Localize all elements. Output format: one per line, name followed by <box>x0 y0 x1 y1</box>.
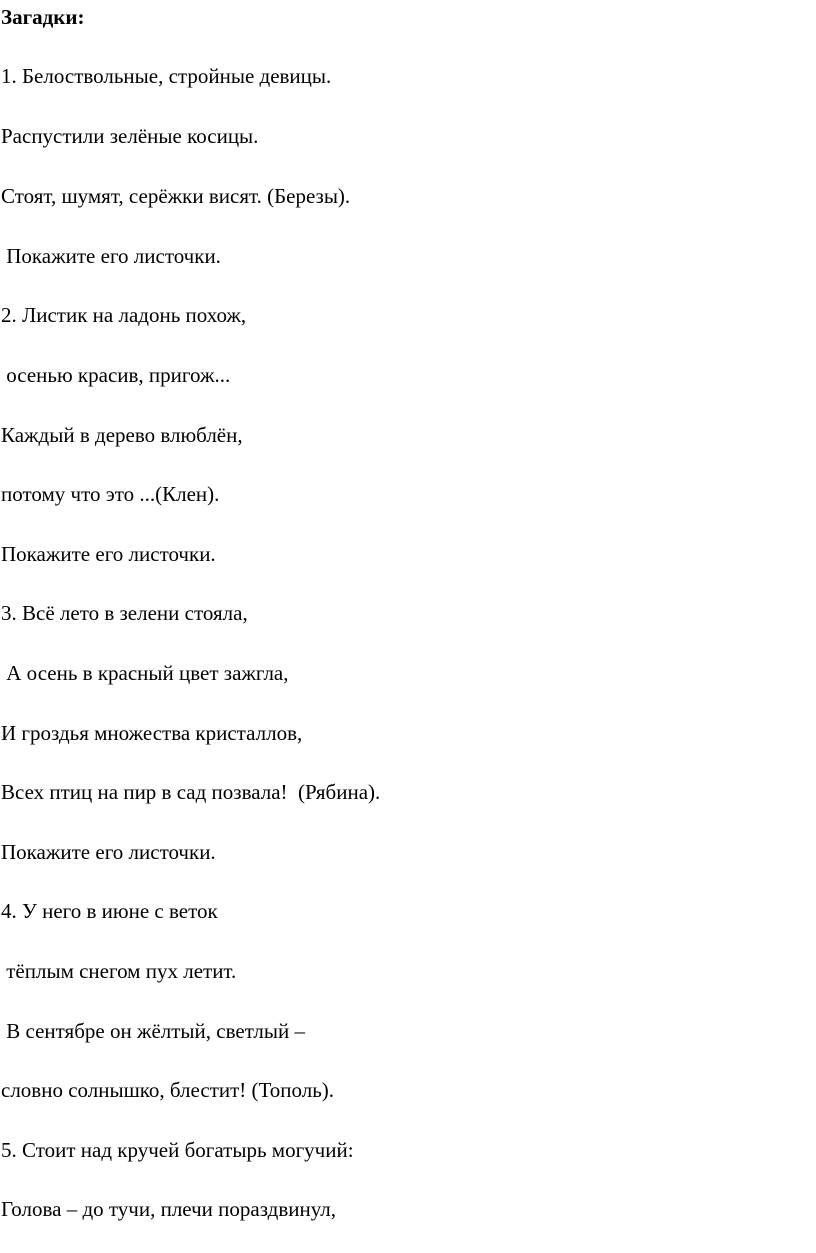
riddle-line-1: 1. Белоствольные, стройные девицы. <box>1 64 332 88</box>
riddle-line-3: Стоят, шумят, серёжки висят. (Березы). <box>1 184 351 208</box>
riddle-line-4: Покажите его листочки. <box>1 244 221 268</box>
riddle-line-8: потому что это ...(Клен). <box>1 482 220 506</box>
riddle-line-14: Покажите его листочки. <box>1 840 216 864</box>
riddle-line-11: А осень в красный цвет зажгла, <box>1 661 289 685</box>
document-title: Загадки: <box>1 5 85 29</box>
riddle-line-17: В сентябре он жёлтый, светлый – <box>1 1019 305 1043</box>
riddle-line-20: Голова – до тучи, плечи пораздвинул, <box>1 1197 337 1221</box>
riddle-line-7: Каждый в дерево влюблён, <box>1 423 243 447</box>
riddle-line-6: осенью красив, пригож... <box>1 363 231 387</box>
riddle-line-10: 3. Всё лето в зелени стояла, <box>1 601 248 625</box>
riddle-line-19: 5. Стоит над кручей богатырь могучий: <box>1 1138 354 1162</box>
riddle-line-2: Распустили зелёные косицы. <box>1 124 259 148</box>
riddle-line-5: 2. Листик на ладонь похож, <box>1 303 247 327</box>
riddle-line-13: Всех птиц на пир в сад позвала! (Рябина). <box>1 780 381 804</box>
riddle-line-15: 4. У него в июне с веток <box>1 899 218 923</box>
riddle-line-9: Покажите его листочки. <box>1 542 216 566</box>
riddle-line-12: И гроздья множества кристаллов, <box>1 721 303 745</box>
riddle-line-16: тёплым снегом пух летит. <box>1 959 237 983</box>
riddle-line-18: словно солнышко, блестит! (Тополь). <box>1 1078 335 1102</box>
